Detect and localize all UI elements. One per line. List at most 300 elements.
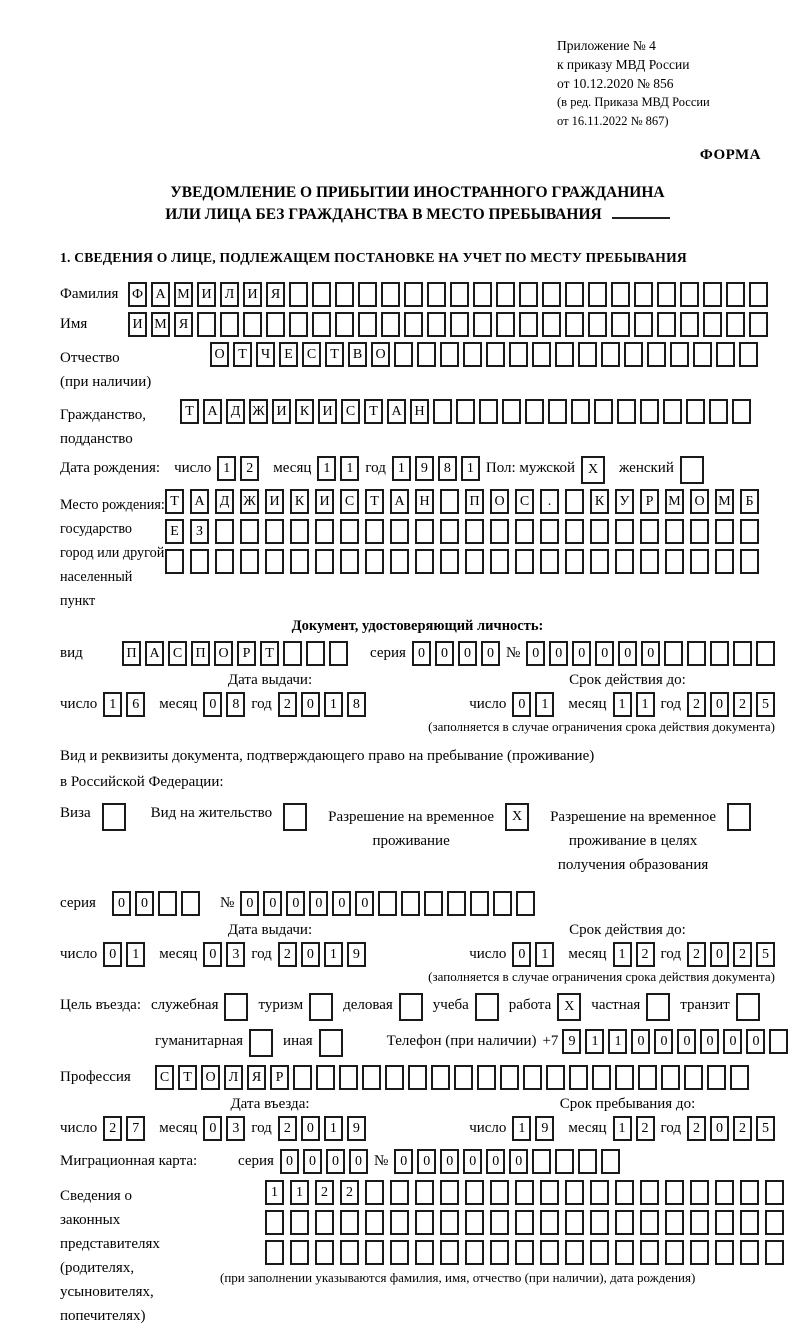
char-cell[interactable]: Р <box>270 1065 289 1090</box>
char-cell[interactable] <box>516 891 535 916</box>
char-cell[interactable]: 0 <box>355 891 374 916</box>
char-cell[interactable]: 0 <box>349 1149 368 1174</box>
char-cell[interactable] <box>401 891 420 916</box>
char-cell[interactable] <box>224 993 248 1021</box>
char-cell[interactable] <box>283 803 307 831</box>
char-cell[interactable]: 0 <box>203 942 222 967</box>
char-cell[interactable] <box>470 891 489 916</box>
char-cell[interactable] <box>340 549 359 574</box>
char-cell[interactable] <box>540 1180 559 1205</box>
char-cell[interactable] <box>293 1065 312 1090</box>
char-cell[interactable] <box>730 1065 749 1090</box>
char-cell[interactable]: М <box>665 489 684 514</box>
char-cell[interactable] <box>490 1240 509 1265</box>
char-cell[interactable]: Т <box>180 399 199 424</box>
char-cell[interactable] <box>415 1180 434 1205</box>
char-cell[interactable] <box>555 342 574 367</box>
char-cell[interactable] <box>390 549 409 574</box>
char-cell[interactable] <box>477 1065 496 1090</box>
char-cell[interactable]: 5 <box>756 1116 775 1141</box>
char-cell[interactable] <box>431 1065 450 1090</box>
char-cell[interactable]: 0 <box>112 891 131 916</box>
char-cell[interactable] <box>440 342 459 367</box>
char-cell[interactable] <box>456 399 475 424</box>
char-cell[interactable] <box>523 1065 542 1090</box>
char-cell[interactable]: Ф <box>128 282 147 307</box>
char-cell[interactable] <box>340 519 359 544</box>
char-cell[interactable]: Т <box>260 641 279 666</box>
char-cell[interactable]: 2 <box>733 692 752 717</box>
char-cell[interactable] <box>502 399 521 424</box>
char-cell[interactable]: 0 <box>301 1116 320 1141</box>
char-cell[interactable] <box>440 519 459 544</box>
char-cell[interactable] <box>670 342 689 367</box>
char-cell[interactable] <box>740 519 759 544</box>
char-cell[interactable] <box>769 1029 788 1054</box>
char-cell[interactable] <box>664 641 683 666</box>
char-cell[interactable]: 0 <box>641 641 660 666</box>
char-cell[interactable]: 9 <box>347 942 366 967</box>
char-cell[interactable]: И <box>318 399 337 424</box>
char-cell[interactable]: Т <box>165 489 184 514</box>
char-cell[interactable]: А <box>190 489 209 514</box>
char-cell[interactable] <box>427 312 446 337</box>
char-cell[interactable] <box>590 549 609 574</box>
char-cell[interactable] <box>394 342 413 367</box>
char-cell[interactable] <box>565 282 584 307</box>
char-cell[interactable] <box>465 549 484 574</box>
char-cell[interactable]: Т <box>233 342 252 367</box>
char-cell[interactable] <box>315 519 334 544</box>
char-cell[interactable]: 0 <box>710 1116 729 1141</box>
char-cell[interactable]: С <box>340 489 359 514</box>
char-cell[interactable]: О <box>210 342 229 367</box>
char-cell[interactable] <box>465 1210 484 1235</box>
char-cell[interactable] <box>665 519 684 544</box>
char-cell[interactable]: А <box>203 399 222 424</box>
char-cell[interactable] <box>335 312 354 337</box>
char-cell[interactable] <box>615 1065 634 1090</box>
char-cell[interactable] <box>289 312 308 337</box>
char-cell[interactable] <box>265 1210 284 1235</box>
char-cell[interactable] <box>362 1065 381 1090</box>
char-cell[interactable] <box>181 891 200 916</box>
char-cell[interactable]: 0 <box>203 1116 222 1141</box>
char-cell[interactable]: Ж <box>240 489 259 514</box>
char-cell[interactable] <box>465 1180 484 1205</box>
char-cell[interactable] <box>165 549 184 574</box>
char-cell[interactable]: 0 <box>509 1149 528 1174</box>
char-cell[interactable] <box>590 1240 609 1265</box>
char-cell[interactable] <box>381 312 400 337</box>
char-cell[interactable] <box>490 1210 509 1235</box>
char-cell[interactable]: 1 <box>392 456 411 481</box>
char-cell[interactable]: 0 <box>654 1029 673 1054</box>
char-cell[interactable] <box>102 803 126 831</box>
char-cell[interactable] <box>475 993 499 1021</box>
char-cell[interactable] <box>381 282 400 307</box>
char-cell[interactable]: П <box>465 489 484 514</box>
char-cell[interactable]: 0 <box>326 1149 345 1174</box>
char-cell[interactable] <box>417 342 436 367</box>
char-cell[interactable]: 1 <box>265 1180 284 1205</box>
char-cell[interactable]: X <box>581 456 605 484</box>
char-cell[interactable] <box>733 641 752 666</box>
char-cell[interactable]: 0 <box>723 1029 742 1054</box>
char-cell[interactable]: Л <box>224 1065 243 1090</box>
char-cell[interactable] <box>680 282 699 307</box>
char-cell[interactable] <box>290 1240 309 1265</box>
char-cell[interactable]: 0 <box>486 1149 505 1174</box>
char-cell[interactable] <box>390 519 409 544</box>
char-cell[interactable]: А <box>390 489 409 514</box>
char-cell[interactable] <box>424 891 443 916</box>
char-cell[interactable] <box>657 282 676 307</box>
char-cell[interactable]: И <box>315 489 334 514</box>
char-cell[interactable]: Я <box>174 312 193 337</box>
char-cell[interactable] <box>265 1240 284 1265</box>
char-cell[interactable] <box>525 399 544 424</box>
char-cell[interactable] <box>615 549 634 574</box>
char-cell[interactable]: 1 <box>324 1116 343 1141</box>
char-cell[interactable] <box>690 549 709 574</box>
char-cell[interactable] <box>611 282 630 307</box>
char-cell[interactable]: 0 <box>417 1149 436 1174</box>
char-cell[interactable]: Ж <box>249 399 268 424</box>
char-cell[interactable] <box>640 1210 659 1235</box>
char-cell[interactable] <box>740 1210 759 1235</box>
char-cell[interactable] <box>215 519 234 544</box>
char-cell[interactable]: 0 <box>435 641 454 666</box>
char-cell[interactable]: О <box>201 1065 220 1090</box>
char-cell[interactable] <box>565 1240 584 1265</box>
char-cell[interactable] <box>220 312 239 337</box>
char-cell[interactable] <box>765 1210 784 1235</box>
char-cell[interactable] <box>615 1210 634 1235</box>
char-cell[interactable] <box>490 519 509 544</box>
char-cell[interactable] <box>665 1210 684 1235</box>
char-cell[interactable] <box>404 282 423 307</box>
char-cell[interactable] <box>365 519 384 544</box>
char-cell[interactable]: 0 <box>549 641 568 666</box>
char-cell[interactable] <box>440 549 459 574</box>
char-cell[interactable]: Я <box>247 1065 266 1090</box>
char-cell[interactable] <box>594 399 613 424</box>
char-cell[interactable]: Я <box>266 282 285 307</box>
char-cell[interactable] <box>490 1180 509 1205</box>
char-cell[interactable]: 1 <box>217 456 236 481</box>
char-cell[interactable] <box>415 549 434 574</box>
char-cell[interactable]: 7 <box>126 1116 145 1141</box>
char-cell[interactable]: К <box>295 399 314 424</box>
char-cell[interactable] <box>542 312 561 337</box>
char-cell[interactable] <box>519 312 538 337</box>
char-cell[interactable] <box>540 519 559 544</box>
char-cell[interactable] <box>546 1065 565 1090</box>
char-cell[interactable]: 0 <box>301 692 320 717</box>
char-cell[interactable]: 0 <box>332 891 351 916</box>
char-cell[interactable] <box>316 1065 335 1090</box>
char-cell[interactable]: Т <box>178 1065 197 1090</box>
char-cell[interactable] <box>690 1210 709 1235</box>
char-cell[interactable] <box>463 342 482 367</box>
char-cell[interactable]: С <box>168 641 187 666</box>
char-cell[interactable]: 0 <box>631 1029 650 1054</box>
char-cell[interactable]: И <box>265 489 284 514</box>
char-cell[interactable]: 8 <box>226 692 245 717</box>
char-cell[interactable]: 0 <box>677 1029 696 1054</box>
char-cell[interactable]: 3 <box>226 1116 245 1141</box>
char-cell[interactable] <box>532 342 551 367</box>
char-cell[interactable] <box>715 1210 734 1235</box>
char-cell[interactable]: Д <box>215 489 234 514</box>
char-cell[interactable] <box>390 1210 409 1235</box>
char-cell[interactable] <box>727 803 751 831</box>
char-cell[interactable] <box>365 1240 384 1265</box>
char-cell[interactable] <box>390 1180 409 1205</box>
char-cell[interactable] <box>615 1180 634 1205</box>
char-cell[interactable] <box>365 1210 384 1235</box>
char-cell[interactable] <box>680 456 704 484</box>
char-cell[interactable]: О <box>690 489 709 514</box>
char-cell[interactable] <box>601 342 620 367</box>
char-cell[interactable] <box>715 1180 734 1205</box>
char-cell[interactable] <box>540 1210 559 1235</box>
char-cell[interactable] <box>486 342 505 367</box>
char-cell[interactable] <box>703 312 722 337</box>
char-cell[interactable] <box>707 1065 726 1090</box>
char-cell[interactable] <box>665 1180 684 1205</box>
char-cell[interactable]: Н <box>410 399 429 424</box>
char-cell[interactable]: У <box>615 489 634 514</box>
char-cell[interactable] <box>565 519 584 544</box>
char-cell[interactable] <box>365 1180 384 1205</box>
char-cell[interactable]: 1 <box>585 1029 604 1054</box>
char-cell[interactable]: 0 <box>203 692 222 717</box>
char-cell[interactable] <box>640 1240 659 1265</box>
char-cell[interactable] <box>312 282 331 307</box>
char-cell[interactable] <box>493 891 512 916</box>
char-cell[interactable] <box>465 519 484 544</box>
char-cell[interactable] <box>749 282 768 307</box>
char-cell[interactable]: 0 <box>512 692 531 717</box>
char-cell[interactable]: З <box>190 519 209 544</box>
char-cell[interactable] <box>515 1240 534 1265</box>
char-cell[interactable] <box>440 489 459 514</box>
char-cell[interactable]: 0 <box>595 641 614 666</box>
char-cell[interactable] <box>399 993 423 1021</box>
char-cell[interactable]: 0 <box>512 942 531 967</box>
char-cell[interactable]: 2 <box>340 1180 359 1205</box>
char-cell[interactable]: Ч <box>256 342 275 367</box>
char-cell[interactable]: А <box>151 282 170 307</box>
char-cell[interactable]: 9 <box>535 1116 554 1141</box>
char-cell[interactable]: . <box>540 489 559 514</box>
char-cell[interactable]: 0 <box>440 1149 459 1174</box>
char-cell[interactable] <box>569 1065 588 1090</box>
char-cell[interactable]: 9 <box>415 456 434 481</box>
char-cell[interactable]: 0 <box>700 1029 719 1054</box>
char-cell[interactable]: Д <box>226 399 245 424</box>
char-cell[interactable] <box>243 312 262 337</box>
char-cell[interactable]: 1 <box>290 1180 309 1205</box>
char-cell[interactable] <box>404 312 423 337</box>
char-cell[interactable] <box>415 1210 434 1235</box>
char-cell[interactable]: Р <box>640 489 659 514</box>
char-cell[interactable] <box>440 1210 459 1235</box>
char-cell[interactable] <box>309 993 333 1021</box>
char-cell[interactable]: 1 <box>535 692 554 717</box>
char-cell[interactable] <box>540 549 559 574</box>
char-cell[interactable]: 2 <box>687 692 706 717</box>
char-cell[interactable]: 9 <box>347 1116 366 1141</box>
char-cell[interactable] <box>590 1180 609 1205</box>
char-cell[interactable]: А <box>145 641 164 666</box>
char-cell[interactable] <box>726 282 745 307</box>
char-cell[interactable]: Б <box>740 489 759 514</box>
char-cell[interactable]: 1 <box>126 942 145 967</box>
char-cell[interactable] <box>265 549 284 574</box>
char-cell[interactable]: 0 <box>710 942 729 967</box>
char-cell[interactable]: 1 <box>340 456 359 481</box>
char-cell[interactable]: 2 <box>278 692 297 717</box>
char-cell[interactable] <box>515 549 534 574</box>
char-cell[interactable]: 0 <box>412 641 431 666</box>
char-cell[interactable] <box>450 282 469 307</box>
char-cell[interactable] <box>440 1180 459 1205</box>
char-cell[interactable] <box>315 1210 334 1235</box>
char-cell[interactable]: 0 <box>463 1149 482 1174</box>
char-cell[interactable]: 0 <box>526 641 545 666</box>
char-cell[interactable] <box>703 282 722 307</box>
char-cell[interactable]: О <box>490 489 509 514</box>
char-cell[interactable]: 2 <box>103 1116 122 1141</box>
char-cell[interactable]: 1 <box>317 456 336 481</box>
char-cell[interactable]: И <box>272 399 291 424</box>
char-cell[interactable] <box>408 1065 427 1090</box>
char-cell[interactable] <box>565 1210 584 1235</box>
char-cell[interactable]: А <box>387 399 406 424</box>
char-cell[interactable] <box>624 342 643 367</box>
char-cell[interactable]: 9 <box>562 1029 581 1054</box>
char-cell[interactable] <box>339 1065 358 1090</box>
char-cell[interactable] <box>340 1210 359 1235</box>
char-cell[interactable]: 0 <box>303 1149 322 1174</box>
char-cell[interactable] <box>265 519 284 544</box>
char-cell[interactable]: 5 <box>756 942 775 967</box>
char-cell[interactable] <box>290 1210 309 1235</box>
char-cell[interactable]: Т <box>325 342 344 367</box>
char-cell[interactable]: С <box>515 489 534 514</box>
char-cell[interactable]: 3 <box>226 942 245 967</box>
char-cell[interactable]: 1 <box>324 942 343 967</box>
char-cell[interactable]: 1 <box>608 1029 627 1054</box>
char-cell[interactable] <box>588 312 607 337</box>
char-cell[interactable] <box>290 549 309 574</box>
char-cell[interactable] <box>578 342 597 367</box>
char-cell[interactable]: П <box>191 641 210 666</box>
char-cell[interactable] <box>647 342 666 367</box>
char-cell[interactable] <box>240 519 259 544</box>
char-cell[interactable] <box>617 399 636 424</box>
char-cell[interactable] <box>496 282 515 307</box>
char-cell[interactable]: 0 <box>280 1149 299 1174</box>
char-cell[interactable] <box>519 282 538 307</box>
char-cell[interactable]: Е <box>165 519 184 544</box>
char-cell[interactable]: М <box>151 312 170 337</box>
char-cell[interactable] <box>715 519 734 544</box>
char-cell[interactable] <box>496 312 515 337</box>
char-cell[interactable] <box>646 993 670 1021</box>
char-cell[interactable] <box>726 312 745 337</box>
char-cell[interactable] <box>601 1149 620 1174</box>
char-cell[interactable] <box>540 1240 559 1265</box>
char-cell[interactable]: 8 <box>347 692 366 717</box>
char-cell[interactable] <box>365 549 384 574</box>
char-cell[interactable]: И <box>128 312 147 337</box>
char-cell[interactable] <box>450 312 469 337</box>
char-cell[interactable] <box>565 549 584 574</box>
char-cell[interactable] <box>661 1065 680 1090</box>
char-cell[interactable] <box>663 399 682 424</box>
char-cell[interactable] <box>571 399 590 424</box>
char-cell[interactable] <box>509 342 528 367</box>
char-cell[interactable] <box>315 1240 334 1265</box>
char-cell[interactable] <box>447 891 466 916</box>
char-cell[interactable]: В <box>348 342 367 367</box>
char-cell[interactable]: К <box>590 489 609 514</box>
char-cell[interactable] <box>640 399 659 424</box>
char-cell[interactable] <box>515 1180 534 1205</box>
char-cell[interactable]: П <box>122 641 141 666</box>
char-cell[interactable]: И <box>243 282 262 307</box>
char-cell[interactable] <box>515 1210 534 1235</box>
char-cell[interactable] <box>749 312 768 337</box>
char-cell[interactable] <box>634 312 653 337</box>
char-cell[interactable]: 0 <box>263 891 282 916</box>
char-cell[interactable] <box>590 519 609 544</box>
char-cell[interactable]: 1 <box>613 692 632 717</box>
char-cell[interactable] <box>358 312 377 337</box>
char-cell[interactable] <box>640 519 659 544</box>
char-cell[interactable] <box>215 549 234 574</box>
char-cell[interactable] <box>732 399 751 424</box>
char-cell[interactable] <box>465 1240 484 1265</box>
char-cell[interactable]: Е <box>279 342 298 367</box>
char-cell[interactable] <box>615 1240 634 1265</box>
char-cell[interactable] <box>335 282 354 307</box>
char-cell[interactable] <box>565 312 584 337</box>
char-cell[interactable]: Р <box>237 641 256 666</box>
char-cell[interactable]: 2 <box>278 1116 297 1141</box>
char-cell[interactable] <box>548 399 567 424</box>
char-cell[interactable] <box>249 1029 273 1057</box>
char-cell[interactable]: М <box>174 282 193 307</box>
char-cell[interactable]: 2 <box>278 942 297 967</box>
char-cell[interactable] <box>611 312 630 337</box>
char-cell[interactable]: 0 <box>103 942 122 967</box>
char-cell[interactable] <box>433 399 452 424</box>
char-cell[interactable]: 2 <box>687 942 706 967</box>
char-cell[interactable]: 0 <box>710 692 729 717</box>
char-cell[interactable] <box>710 641 729 666</box>
char-cell[interactable]: 2 <box>636 942 655 967</box>
char-cell[interactable]: 1 <box>613 942 632 967</box>
char-cell[interactable] <box>454 1065 473 1090</box>
char-cell[interactable] <box>479 399 498 424</box>
char-cell[interactable]: 0 <box>572 641 591 666</box>
char-cell[interactable] <box>329 641 348 666</box>
